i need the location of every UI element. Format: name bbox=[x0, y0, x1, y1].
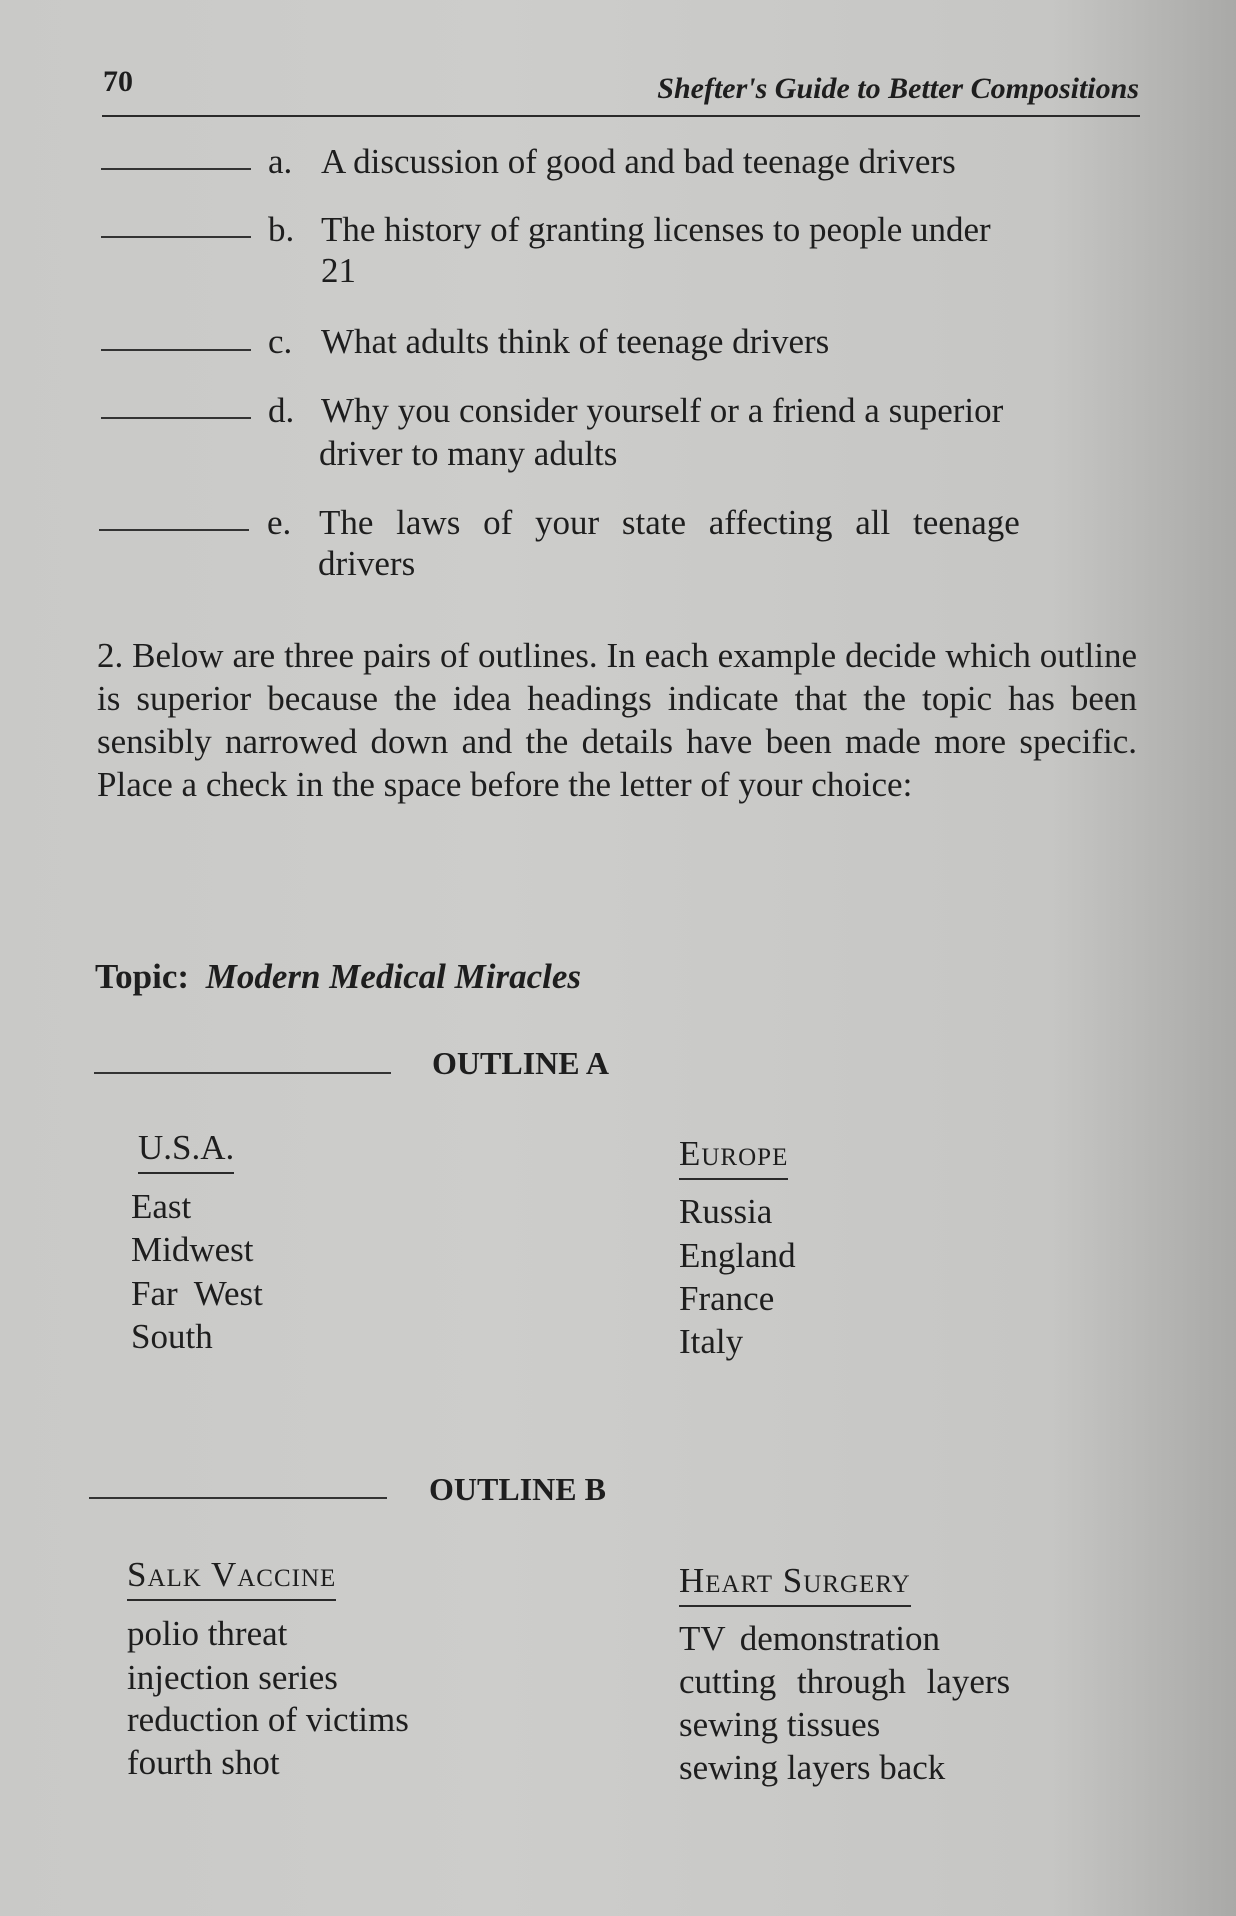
item-letter: d. bbox=[268, 391, 295, 430]
item-letter: b. bbox=[268, 210, 295, 249]
list-item: South bbox=[131, 1317, 213, 1356]
item-text: Why you consider yourself or a friend a superior bbox=[321, 391, 1004, 430]
outline-a-check-blank[interactable] bbox=[94, 1072, 391, 1074]
list-item: Midwest bbox=[131, 1230, 254, 1269]
item-text: What adults think of teenage drivers bbox=[321, 322, 830, 361]
item-letter: a. bbox=[268, 142, 293, 181]
exercise-2-instructions: 2. Below are three pairs of outlines. In each example decide which outline is superior because the idea headings indicate that the topic has been sensibly narrowed down and the details have been made more specific. Place a check in the space before the letter of your choice: bbox=[97, 636, 1137, 804]
item-text: The history of granting licenses to people under bbox=[321, 210, 991, 249]
list-item: England bbox=[679, 1236, 796, 1275]
list-item: Russia bbox=[679, 1192, 773, 1231]
list-item: sewing layers back bbox=[679, 1748, 946, 1787]
outline-a-left-heading: U.S.A. bbox=[138, 1126, 234, 1174]
item-letter: e. bbox=[267, 503, 292, 542]
answer-blank-a[interactable] bbox=[101, 168, 251, 170]
answer-blank-c[interactable] bbox=[101, 349, 251, 351]
item-letter: c. bbox=[268, 322, 293, 361]
list-item: Far West bbox=[131, 1274, 263, 1313]
list-item: France bbox=[679, 1279, 775, 1318]
outline-b-check-blank[interactable] bbox=[89, 1497, 387, 1499]
item-text: drivers bbox=[318, 544, 416, 583]
list-item: reduction of victims bbox=[127, 1700, 409, 1739]
list-item: polio threat bbox=[127, 1614, 288, 1653]
topic-label: Topic: bbox=[95, 957, 190, 996]
topic bbox=[95, 955, 581, 999]
outline-b-label: OUTLINE B bbox=[429, 1471, 606, 1507]
answer-blank-d[interactable] bbox=[101, 417, 251, 419]
item-text: driver to many adults bbox=[319, 434, 618, 473]
outline-a-right-heading: Europe bbox=[679, 1132, 788, 1180]
list-item: Italy bbox=[679, 1322, 744, 1361]
outline-a-label: OUTLINE A bbox=[432, 1045, 609, 1081]
item-text: A discussion of good and bad teenage drivers bbox=[321, 142, 956, 181]
outline-b-right-heading: Heart Surgery bbox=[679, 1559, 911, 1607]
item-text: 21 bbox=[321, 251, 356, 290]
answer-blank-b[interactable] bbox=[101, 236, 251, 238]
list-item: East bbox=[131, 1187, 192, 1226]
list-item: injection series bbox=[127, 1658, 338, 1697]
item-text: The laws of your state affecting all teenage bbox=[319, 503, 1020, 542]
list-item: sewing tissues bbox=[679, 1705, 881, 1744]
answer-blank-e[interactable] bbox=[99, 529, 249, 531]
list-item: TV demonstration bbox=[679, 1619, 941, 1658]
header-rule bbox=[102, 115, 1140, 117]
list-item: fourth shot bbox=[127, 1743, 280, 1782]
page-number: 70 bbox=[103, 65, 133, 98]
outline-b-left-heading: Salk Vaccine bbox=[127, 1553, 336, 1601]
running-title: Shefter's Guide to Better Compositions bbox=[657, 72, 1139, 105]
topic-title: Modern Medical Miracles bbox=[205, 957, 582, 996]
list-item: cutting through layers bbox=[679, 1662, 1011, 1701]
